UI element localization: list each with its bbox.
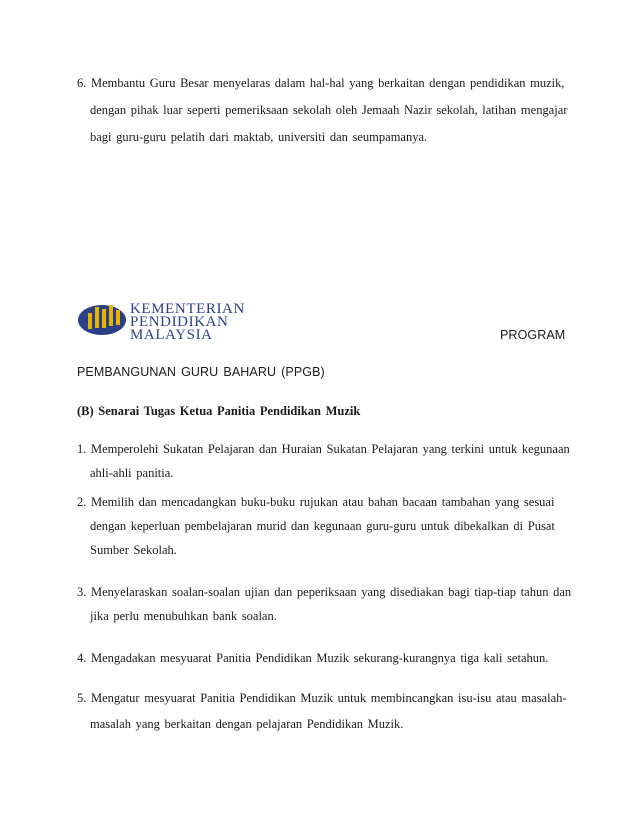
heading-program: PROGRAM bbox=[500, 328, 566, 342]
item-6-line-2: dengan pihak luar seperti pemeriksaan sekolah oleh Jemaah Nazir sekolah, latihan mengajar bbox=[90, 103, 568, 117]
logo-text-line-2: PENDIDIKAN bbox=[130, 314, 229, 330]
ministry-emblem-icon bbox=[76, 296, 130, 342]
duty-1-line-2: ahli-ahli panitia. bbox=[90, 466, 174, 480]
item-6-line-1: 6. Membantu Guru Besar menyelaras dalam hal-hal yang berkaitan dengan pendidikan muzik, bbox=[77, 76, 565, 90]
duty-2-line-3: Sumber Sekolah. bbox=[90, 543, 177, 557]
duty-3-line-2: jika perlu menubuhkan bank soalan. bbox=[90, 609, 277, 623]
logo-text-line-3: MALAYSIA bbox=[130, 327, 213, 343]
duty-1-line-1: 1. Memperolehi Sukatan Pelajaran dan Huraian Sukatan Pelajaran yang terkini untuk kegunaan bbox=[77, 442, 570, 456]
duty-2-line-1: 2. Memilih dan mencadangkan buku-buku rujukan atau bahan bacaan tambahan yang sesuai bbox=[77, 495, 555, 509]
duty-5-line-1: 5. Mengatur mesyuarat Panitia Pendidikan Muzik untuk membincangkan isu-isu atau masalah- bbox=[77, 691, 567, 705]
duty-4-line-1: 4. Mengadakan mesyuarat Panitia Pendidikan Muzik sekurang-kurangnya tiga kali setahun. bbox=[77, 651, 549, 665]
section-title: (B) Senarai Tugas Ketua Panitia Pendidikan Muzik bbox=[77, 404, 361, 418]
heading-ppgb: PEMBANGUNAN GURU BAHARU (PPGB) bbox=[77, 365, 325, 379]
logo-text-line-1: KEMENTERIAN bbox=[130, 301, 245, 317]
ministry-logo bbox=[76, 296, 258, 342]
duty-3-line-1: 3. Menyelaraskan soalan-soalan ujian dan peperiksaan yang disediakan bagi tiap-tiap tahun dan bbox=[77, 585, 572, 599]
item-6-line-3: bagi guru-guru pelatih dari maktab, universiti dan seumpamanya. bbox=[90, 130, 428, 144]
duty-5-line-2: masalah yang berkaitan dengan pelajaran Pendidikan Muzik. bbox=[90, 717, 404, 731]
duty-2-line-2: dengan keperluan pembelajaran murid dan kegunaan guru-guru untuk dibekalkan di Pusat bbox=[90, 519, 555, 533]
